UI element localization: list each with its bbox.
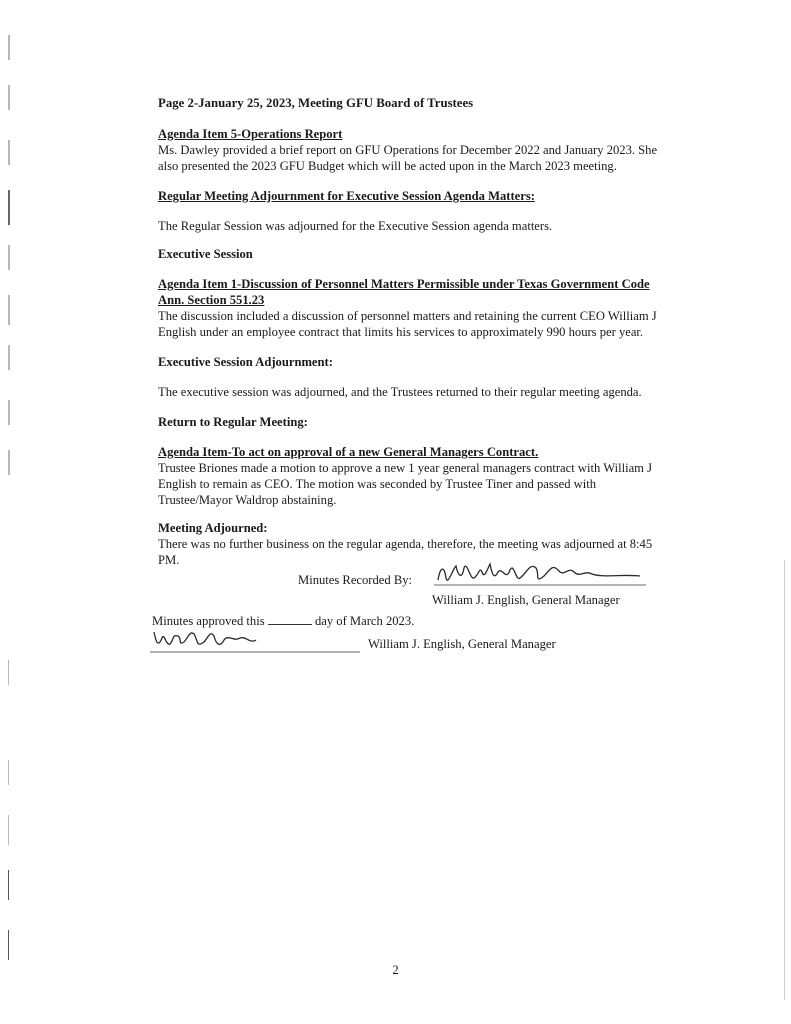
section-heading: Agenda Item 5-Operations Report — [158, 127, 343, 141]
section-body: There was no further business on the regular agenda, therefore, the meeting was adjourned at 8:45 PM. — [158, 537, 653, 567]
recorded-by-name: William J. English, General Manager — [432, 593, 620, 607]
section-body: Trustee Briones made a motion to approve a new 1 year general managers contract with William J English to remain as CEO. The motion was seconded by Trustee Tiner and passed with Trustee/Mayor Waldrop abstaining. — [158, 461, 653, 507]
scan-margin-mark — [8, 245, 10, 270]
scan-margin-mark — [8, 450, 10, 475]
approval-suffix: day of March 2023. — [314, 614, 415, 628]
section-executive-session — [158, 246, 668, 262]
section-body: Ms. Dawley provided a brief report on GFU Operations for December 2022 and January 2023. She also presented the 2023 GFU Budget which will be acted upon in the March 2023 meeting. — [158, 143, 658, 173]
section-heading: Executive Session — [158, 247, 253, 261]
approval-name: William J. English, General Manager — [368, 637, 556, 651]
scan-margin-mark — [8, 140, 10, 165]
section-heading: Agenda Item 1-Discussion of Personnel Matters Permissible under Texas Government Code Ann. Section 551.23 — [158, 277, 650, 307]
section-operations-report — [158, 126, 668, 174]
recorded-by-label: Minutes Recorded By: — [298, 573, 413, 587]
approval-prefix: Minutes approved this — [152, 614, 265, 628]
scan-margin-mark — [8, 35, 10, 60]
scan-margin-mark — [8, 930, 9, 960]
scan-margin-mark — [8, 815, 9, 845]
section-body: The executive session was adjourned, and the Trustees returned to their regular meeting agenda. — [158, 385, 642, 399]
section-executive-adjournment — [158, 354, 668, 400]
section-body: The discussion included a discussion of personnel matters and retaining the current CEO William J English under an employee contract that limits his services to approximately 990 hours per year. — [158, 309, 657, 339]
approval-signature — [150, 626, 360, 656]
approval-signature-block — [152, 608, 668, 652]
scan-edge-line — [784, 560, 785, 1000]
section-heading: Regular Meeting Adjournment for Executive Session Agenda Matters: — [158, 189, 535, 203]
section-gm-contract — [158, 444, 668, 508]
recorded-by-signature — [434, 558, 646, 592]
section-heading: Meeting Adjourned: — [158, 521, 268, 535]
page-header: Page 2-January 25, 2023, Meeting GFU Board of Trustees — [158, 96, 474, 110]
scan-margin-mark — [8, 85, 10, 110]
section-heading: Agenda Item-To act on approval of a new General Managers Contract. — [158, 445, 539, 459]
section-personnel-matters — [158, 276, 668, 340]
scan-margin-mark — [8, 660, 9, 685]
section-regular-adjournment — [158, 188, 668, 234]
section-return-regular — [158, 414, 668, 430]
scan-margin-mark — [8, 870, 9, 900]
recorded-by-signature-block — [158, 568, 668, 608]
section-heading: Executive Session Adjournment: — [158, 355, 333, 369]
scan-margin-mark — [8, 345, 10, 370]
section-heading: Return to Regular Meeting: — [158, 415, 308, 429]
approval-day-blank — [268, 612, 312, 625]
scan-margin-mark — [8, 760, 9, 785]
scan-margin-mark — [8, 190, 10, 225]
section-body: The Regular Session was adjourned for the Executive Session agenda matters. — [158, 219, 553, 233]
page-number: 2 — [392, 963, 399, 977]
scan-margin-mark — [8, 400, 10, 425]
scan-margin-mark — [8, 295, 10, 325]
document-body — [152, 95, 668, 652]
